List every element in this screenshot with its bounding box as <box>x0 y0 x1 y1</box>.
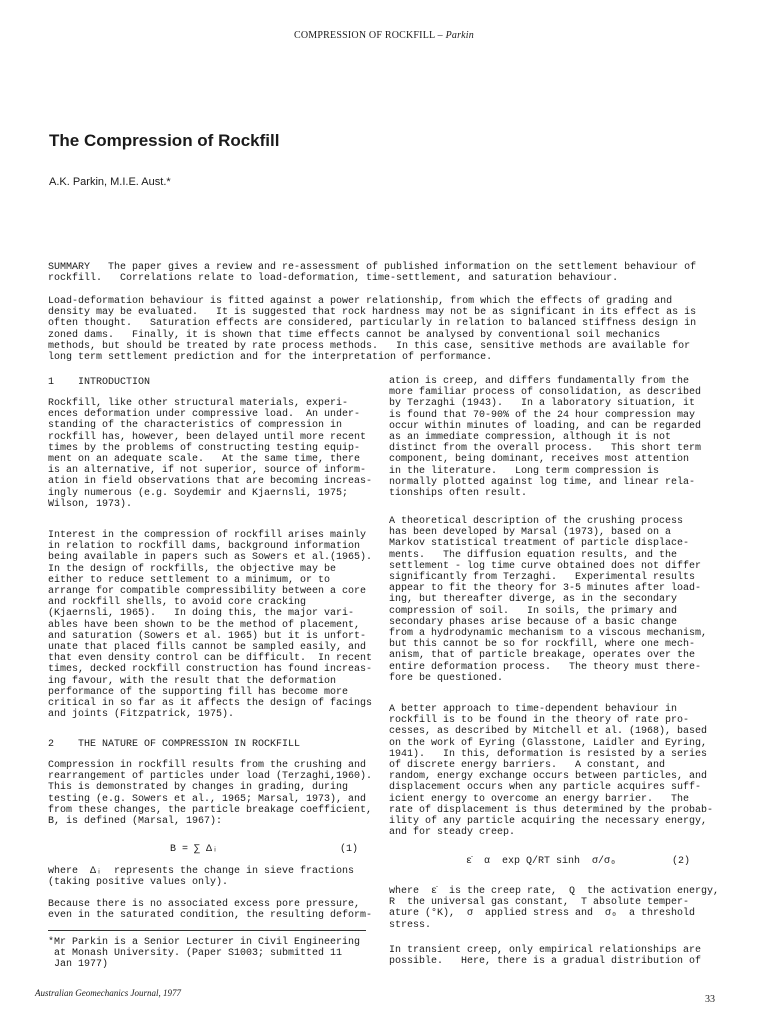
running-head-author: Parkin <box>445 30 474 41</box>
transient-creep-paragraph: In transient creep, only empirical relationships are possible. Here, there is a gradual distribution of <box>389 945 702 968</box>
summary: SUMMARY The paper gives a review and re-assessment of published information on the settlement behaviour of rockfill. Correlations relate to load-deformation, time-settlement, and saturation behaviour. <box>48 262 697 285</box>
intro-paragraph-1: Rockfill, like other structural materials, experi- ences deformation under compressive load. An under- standing of the characteristics of compression in rockfill has, however, been delayed until more recent times by the problems of constructing testing equip- ment on an adequate scale. At the same time, there is an alternative, if not superior, source of inform- ation in field observations that are becoming increas- ingly numerous (e.g. Soydemir and Kjaernsli, 1975; Wilson, 1973). <box>48 398 373 510</box>
equation-2-number: (2) <box>672 856 691 867</box>
intro-paragraph-2: Interest in the compression of rockfill arises mainly in relation to rockfill dams, background information being available in papers such as Sowers et al.(1965). In the design of rockfills, the objective may be either to reduce settlement to a minimum, or to arrange for compatible compressibility between a core and rockfill shells, to avoid core cracking (Kjaernsli, 1965). In doing this, the major vari- ables have been shown to be the method of placement, and saturation (Sowers et al. 1965) but it is unfort- unate that placed fills cannot be sampled easily, and that even density control can be difficult. In recent times, decked rockfill construction has found increas- ing favour, with the result that the deformation performance of the supporting fill has become more critical in so far as it affects the design of facings and joints (Fitzpatrick, 1975). <box>48 530 373 721</box>
running-head-title: COMPRESSION OF ROCKFILL <box>294 30 435 41</box>
nature-paragraph-3: Because there is no associated excess pore pressure, even in the saturated condition, the resulting deform- <box>48 899 373 922</box>
equation-1-number: (1) <box>340 844 359 855</box>
nature-paragraph-1: Compression in rockfill results from the crushing and rearrangement of particles under load (Terzaghi,1960). This is demonstrated by changes in grading, during testing (e.g. Sowers et al., 1965; Marsal, 1973), and from these changes, the particle breakage coefficient, B, is defined (Marsal, 1967): <box>48 760 373 828</box>
section-heading-introduction: 1 INTRODUCTION <box>48 377 151 388</box>
creep-paragraph-2: A theoretical description of the crushing process has been developed by Marsal (1973), based on a Markov statistical treatment of particle displace- ments. The diffusion equation results, and the settlement - log time curve obtained does not differ significantly from Terzaghi. Experimental results appear to fit the theory for 3-5 minutes after load- ing, but thereafter diverge, as in the secondary compression of soil. In soils, the primary and secondary phases arise because of a basic change from a hydrodynamic mechanism to a viscous mechanism, but this cannot be so for rockfill, where one mech- anism, that of particle breakage, operates over the entire deformation process. The theory must there- fore be questioned. <box>389 516 708 684</box>
running-head-separator: – <box>434 30 446 41</box>
section-heading-nature-of-compression: 2 THE NATURE OF COMPRESSION IN ROCKFILL <box>48 739 301 750</box>
equation-2-definitions: where ε̇ is the creep rate, Q the activation energy, R the universal gas constant, T absolute temper- ature (°K), σ applied stress and σ₀ a threshold stress. <box>389 886 720 931</box>
author-byline: A.K. Parkin, M.I.E. Aust.* <box>49 176 171 188</box>
journal-footer: Australian Geomechanics Journal, 1977 <box>35 988 181 998</box>
page-number: 33 <box>705 994 715 1005</box>
creep-paragraph-1: ation is creep, and differs fundamentally from the more familiar process of consolidation, as described by Terzaghi (1943). In a laboratory situation, it is found that 70-90% of the 24 hour compression may occur within minutes of loading, and can be regarded as an immediate compression, although it is not distinct from the overall process. This short term component, being dominant, receives most attention in the literature. Long term compression is normally plotted against log time, and linear rela- tionships often result. <box>389 376 702 500</box>
rate-process-paragraph: A better approach to time-dependent behaviour in rockfill is to be found in the theory of rate pro- cesses, as described by Mitchell et al. (1968), based on the work of Eyring (Glasstone, Laidler and Eyring, 1941). In this, deformation is resisted by a series of discrete energy barriers. A constant, and random, energy exchange occurs between particles, and displacement occurs when any particle acquires suff- icient energy to overcome an energy barrier. The rate of displacement is thus determined by the probab- ility of any particle acquiring the necessary energy, and for steady creep. <box>389 704 714 839</box>
author-footnote: *Mr Parkin is a Senior Lecturer in Civil Engineering at Monash University. (Paper S1003; submitted 11 Jan 1977) <box>48 937 361 971</box>
footnote-divider <box>48 930 366 931</box>
paper-title: The Compression of Rockfill <box>49 131 280 150</box>
equation-2: ε̇ α exp Q/RT sinh σ/σ₀ <box>466 856 617 867</box>
abstract: Load-deformation behaviour is fitted against a power relationship, from which the effects of grading and density may be evaluated. It is suggested that rock hardness may not be as significant in its effect as is often thought. Saturation effects are considered, particularly in relation to balanced stiffness design in zoned dams. Finally, it is shown that time effects cannot be analysed by conventional soil mechanics methods, but should be treated by rate process methods. In this case, sensitive methods are available for long term settlement prediction and for the interpretation of performance. <box>48 296 697 364</box>
equation-1: B = ∑ Δᵢ <box>170 844 219 855</box>
nature-paragraph-2: where Δᵢ represents the change in sieve fractions (taking positive values only). <box>48 866 355 889</box>
running-head <box>0 30 768 41</box>
